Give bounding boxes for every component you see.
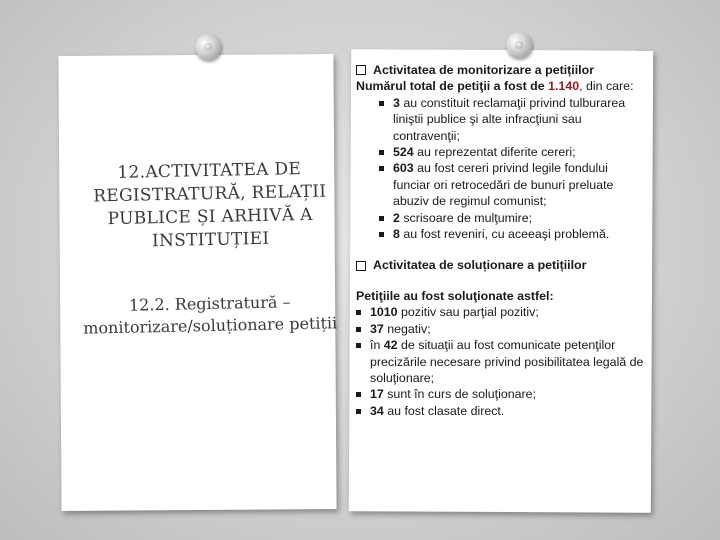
item-value: 3 <box>393 95 400 110</box>
pushpin-icon <box>195 34 221 60</box>
checkbox-bullet-icon <box>356 261 366 271</box>
square-bullet-icon <box>379 216 384 221</box>
item-value: 37 <box>370 321 384 336</box>
pushpin-icon <box>506 32 532 58</box>
list-item: 17 sunt în curs de soluţionare; <box>356 386 646 402</box>
item-value: 1010 <box>370 305 398 320</box>
square-bullet-icon <box>379 166 384 171</box>
list-item: 2 scrisoare de mulţumire; <box>356 210 646 226</box>
item-value: 2 <box>393 210 400 225</box>
intro-paragraph: Numărul total de petiţii a fost de 1.140, din care: <box>356 79 634 94</box>
square-bullet-icon <box>356 327 361 332</box>
square-bullet-icon <box>356 409 361 414</box>
section-title: 12.ACTIVITATEA DE REGISTRATURĂ, RELAȚII PUBLICE ȘI ARHIVĂ A INSTITUȚIEI <box>93 159 327 252</box>
square-bullet-icon <box>356 392 361 397</box>
list-item: 34 au fost clasate direct. <box>356 403 646 419</box>
section-subtitle: 12.2. Registratură – monitorizare/soluționare petiții <box>83 292 338 338</box>
item-value: 34 <box>370 403 384 418</box>
heading-monitoring: Activitatea de monitorizare a petițiilor <box>356 62 646 78</box>
list-item: 603 au fost cereri privind legile fondului funciar ori retrocedări de bunuri preluate abuziv de regimul comunist; <box>356 160 646 209</box>
item-value: 603 <box>393 161 414 176</box>
list-item: în 42 de situaţii au fost comunicate petenţilor precizările necesare privind posibilitatea legală de soluţionare; <box>356 337 646 386</box>
left-paper-card <box>58 54 336 511</box>
list-item: 8 au fost reveniri, cu aceeaşi problemă. <box>356 226 646 242</box>
list-item: 37 negativ; <box>356 321 646 337</box>
content-panel <box>356 62 646 419</box>
item-value: 524 <box>393 145 414 160</box>
list-item: 3 au constituit reclamaţii privind tulburarea liniştii publice şi alte infracţiuni sau contravenţii; <box>356 95 646 144</box>
square-bullet-icon <box>379 150 384 155</box>
item-value: 42 <box>383 338 398 353</box>
square-bullet-icon <box>356 310 361 315</box>
monitoring-list <box>356 95 646 243</box>
square-bullet-icon <box>379 232 384 237</box>
heading-resolution: Activitatea de soluționare a petițiilor <box>356 257 646 273</box>
list-item: 1010 pozitiv sau parţial pozitiv; <box>356 304 646 320</box>
checkbox-bullet-icon <box>356 65 366 75</box>
total-petitions-value: 1.140 <box>548 79 580 94</box>
list-item: 524 au reprezentat diferite cereri; <box>356 144 646 160</box>
item-value: 17 <box>370 387 384 402</box>
square-bullet-icon <box>379 101 384 106</box>
square-bullet-icon <box>356 343 361 348</box>
resolution-list-title: Petiţiile au fost soluţionate astfel: <box>356 288 554 303</box>
resolution-list <box>356 304 646 419</box>
item-value: 8 <box>393 227 400 242</box>
